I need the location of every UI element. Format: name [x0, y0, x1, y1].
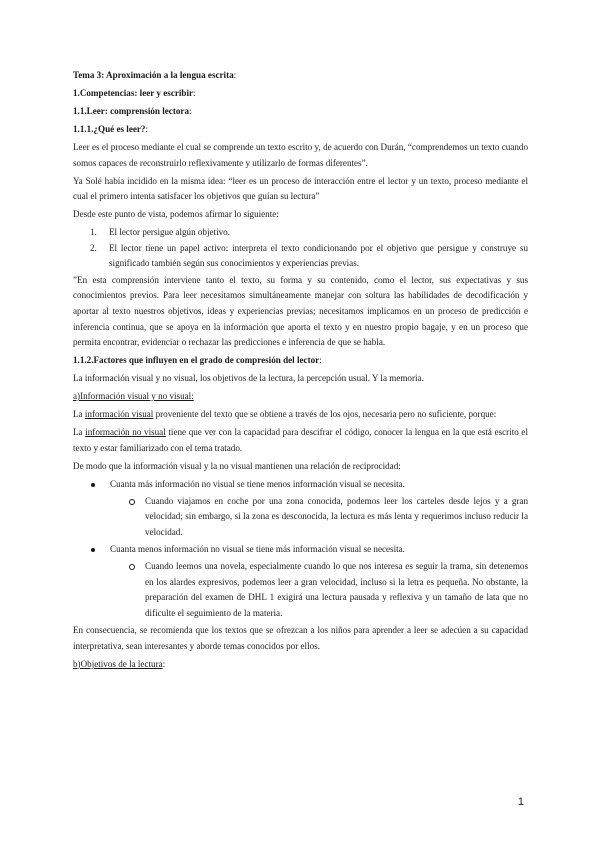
document-page: [73, 68, 528, 675]
list-text: El lector persigue algún objetivo.: [109, 227, 230, 238]
heading-tema-title: : Aproximación a la lengua escrita: [101, 70, 234, 80]
heading-tema-number: Tema 3: [73, 70, 102, 80]
sub-bullet-item: Cuando leemos una novela, especialmente cuando lo que nos interesa es seguir la trama, sin detenemos en los alardes expresivos, podemos leer a gran velocidad, incluso si la letra es pequeña. No obstante, la preparación del examen de DHL 1 exigirá una lectura pausada y reflexiva y un tamaño de lata que no dificulte el seguimiento de la materia.: [73, 559, 528, 621]
heading-que-es-leer: 1.1.1.¿Qué es leer?:: [73, 123, 149, 134]
bullet-circle-icon: [129, 499, 135, 505]
bullet-circle-icon: [129, 564, 135, 570]
paragraph-info-no-visual: La información no visual tiene que ver con la capacidad para descifrar el código, conocer la lengua en la que está escrito el texto y estar familiarizado con el tema tratado.: [73, 427, 528, 453]
heading-competencias: 1.Competencias: leer y escribir:: [73, 87, 196, 98]
heading-objetivos: b)Objetivos de la lectura:: [73, 658, 166, 669]
bullet-item: Cuanta más información no visual se tiene menos información visual se necesita.: [73, 477, 528, 493]
list-item: [73, 225, 528, 241]
paragraph-reciprocidad: De modo que la información visual y la no visual mantienen una relación de reciprocidad:: [73, 460, 401, 471]
list-number: 2.: [90, 242, 97, 253]
heading-tema: Tema 3: Aproximación a la lengua escrita:: [73, 70, 237, 80]
heading-leer: 1.1.Leer: comprensión lectora:: [73, 105, 192, 116]
paragraph-factores: La información visual y no visual, los objetivos de la lectura, la percepción usual. Y la memoria.: [73, 373, 424, 384]
paragraph-sole: Ya Solé había incidido en la misma idea: “leer es un proceso de interacción entre el lector y un texto, proceso mediante el cual el primero intenta satisfacer los objetivos que guían su lectura”: [73, 175, 528, 202]
bullet-dot-icon: [91, 548, 95, 552]
paragraph-punto-de-vista: Desde este punto de vista, podemos afirmar lo siguiente:: [73, 209, 279, 220]
bullet-dot-icon: [91, 483, 95, 487]
sub-bullet-item: Cuando viajamos en coche por una zona conocida, podemos leer los carteles desde lejos y a gran velocidad; sin embargo, si la zona es desconocida, la lectura es más lenta y requerimos incluso reducir la velocidad.: [73, 494, 528, 541]
page-number: 1: [517, 796, 524, 808]
paragraph-definicion: Leer es el proceso mediante el cual se comprende un texto escrito y, de acuerdo con Durán, “comprendemos un texto cuando somos capaces de reconstruirlo reflexivamente y utilizarlo de formas diferentes”.: [73, 141, 528, 168]
heading-informacion-visual: a)Información visual y no visual:: [73, 391, 194, 402]
bullet-item: Cuanta menos información no visual se tiene más información visual se necesita.: [73, 542, 528, 558]
paragraph-info-visual: La información visual proveniente del texto que se obtiene a través de los ojos, necesaria pero no suficiente, porque:: [73, 409, 497, 420]
list-number: 1.: [90, 227, 97, 238]
paragraph-consecuencia: En consecuencia, se recomienda que los textos que se ofrezcan a los niños para aprender a leer se adecúen a su capacidad interpretativa, sean interesantes y aborde temas conocidos por ellos.: [73, 625, 528, 651]
heading-factores: 1.1.2.Factores que influyen en el grado de compresión del lector:: [73, 355, 322, 366]
list-item: [73, 241, 528, 272]
numbered-list: [73, 225, 528, 272]
paragraph-comprension: ”En esta comprensión interviene tanto el texto, su forma y su contenido, como el lector, sus expectativas y sus conocimientos previos. Para leer necesitamos simultáneamente manejar con soltura las habilidades de decodificación y aportar al texto nuestros objetivos, ideas y experiencias previas; necesitamos implicamos en un proceso de predicción e inferencia continua, que se apoya en la información que aporta el texto y en nuestro propio bagaje, y en un proceso que permita encontrar, evidenciar o rechazar las predicciones e inferencia de que se habla.: [73, 274, 528, 348]
list-text: El lector tiene un papel activo: interpreta el texto condicionando por el objetivo que persigue y construye su significado también según sus conocimientos y experiencias previas.: [109, 242, 528, 269]
